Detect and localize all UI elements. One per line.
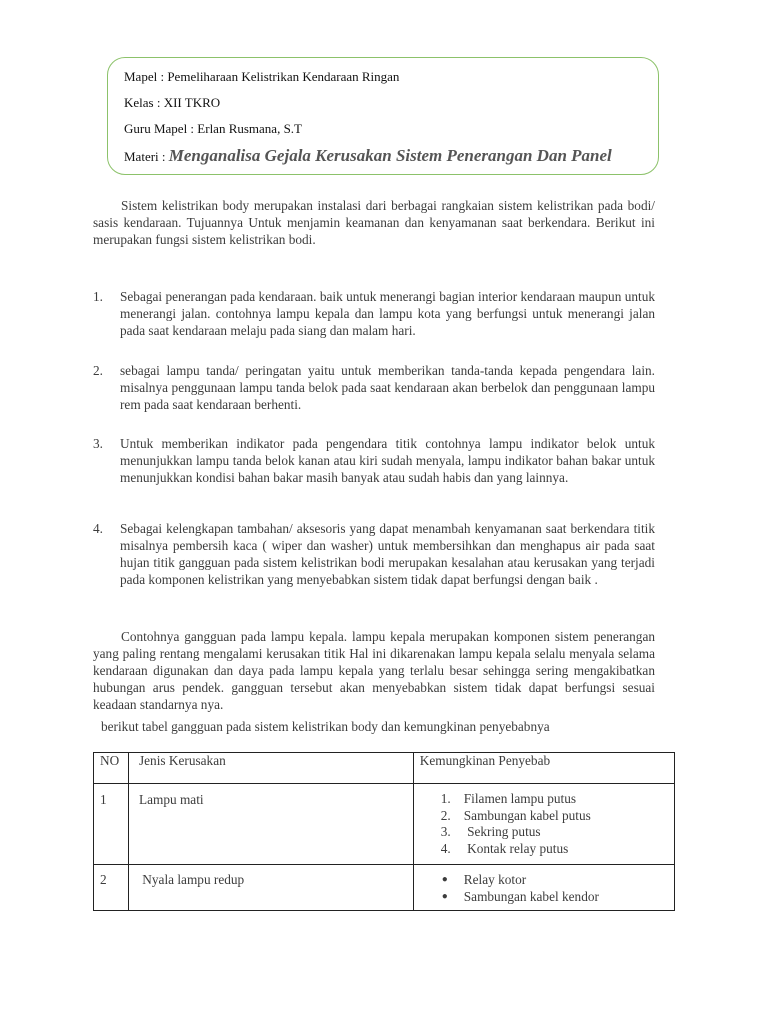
cause-item: 1. Filamen lampu putus (440, 791, 577, 806)
function-number: 2. (93, 363, 103, 378)
bullet-icon: ● (441, 891, 448, 902)
function-item-3 (93, 435, 655, 486)
mapel-line (124, 69, 399, 85)
kelas-value: XII TKRO (163, 95, 221, 110)
header-penyebab: Kemungkinan Penyebab (413, 753, 674, 784)
cause-item: ● Sambungan kabel kendor (441, 889, 599, 904)
cause-item: ● Relay kotor (441, 872, 527, 887)
cause-item: 2. Sambungan kabel putus (440, 807, 591, 823)
table-header-row (94, 753, 675, 784)
row-jenis: Nyala lampu redup (128, 865, 413, 911)
function-number: 4. (93, 521, 103, 536)
mapel-value: Pemeliharaan Kelistrikan Kendaraan Ringan (167, 69, 400, 84)
causes-list (414, 865, 674, 905)
intro-text: Sistem kelistrikan body merupakan instalasi dari berbagai rangkaian sistem kelistrikan pada bodi/ sasis kendaraan. Tujuannya Untuk menjamin keamanan dan kenyamanan saat berkendara. Berikut ini merupakan fungsi sistem kelistrikan bodi. (93, 198, 655, 247)
row-causes (413, 784, 674, 865)
function-text: Untuk memberikan indikator pada pengendara titik contohnya lampu indikator belok untuk menunjukkan lampu tanda belok kanan atau kiri sudah menyala, lampu indikator bahan bakar untuk menunjukkan kondisi bahan bakar masih banyak atau sudah habis dan yang lainnya. (120, 436, 655, 485)
row-no: 1 (94, 784, 129, 865)
function-text: Sebagai kelengkapan tambahan/ aksesoris yang dapat menambah kenyamanan saat berkendara titik misalnya pembersih kaca ( wiper dan washer) untuk membersihkan dan menghapus air pada saat hujan titik gangguan pada sistem kelistrikan bodi merupakan kesalahan atau kerusakan yang terjadi pada komponen kelistrikan yang menyebabkan sistem tidak dapat berfungsi dengan baik . (120, 521, 655, 587)
function-text: Sebagai penerangan pada kendaraan. baik untuk menerangi bagian interior kendaraan maupun untuk menerangi jalan. contohnya lampu kepala dan lampu kota yang berfungsi untuk menerangi jalan pada saat kendaraan melaju pada siang dan malam hari. (120, 289, 655, 338)
intro-paragraph (93, 197, 655, 248)
row-jenis: Lampu mati (128, 784, 413, 865)
guru-value: Erlan Rusmana, S.T (197, 121, 303, 136)
function-number: 1. (93, 289, 103, 304)
materi-title: Menganalisa Gejala Kerusakan Sistem Penerangan Dan Panel (168, 146, 612, 165)
header-no: NO (94, 753, 129, 784)
function-text: sebagai lampu tanda/ peringatan yaitu untuk memberikan tanda-tanda kepada pengendara lain. misalnya penggunaan lampu tanda belok pada saat kendaraan akan berbelok dan penggunaan lampu rem pada saat kendaraan berhenti. (120, 363, 655, 412)
table-row (94, 865, 675, 911)
header-jenis: Jenis Kerusakan (128, 753, 413, 784)
kelas-label: Kelas : (124, 95, 164, 110)
function-item-4 (93, 520, 655, 588)
bullet-icon: ● (441, 874, 448, 885)
fault-table (93, 752, 675, 911)
cause-item: 3. Sekring putus (440, 824, 541, 839)
example-text: Contohnya gangguan pada lampu kepala. lampu kepala merupakan komponen sistem penerangan yang paling rentang mengalami kerusakan titik Hal ini dikarenakan lampu kepala selalu menyala selama kendaraan digunakan dan daya pada lampu kepala yang terlalu besar sehingga sering mengakibatkan hubungan arus pendek. gangguan tersebut akan menyebabkan sistem tidak dapat berfungsi sesuai keadaan standarnya nya. (93, 629, 655, 712)
cause-item: 4. Kontak relay putus (440, 840, 569, 856)
materi-label: Materi : (124, 149, 169, 164)
function-item-2 (93, 362, 655, 413)
row-causes (413, 865, 674, 911)
materi-line (124, 146, 612, 166)
guru-line (124, 121, 302, 137)
causes-list (414, 784, 674, 857)
row-no: 2 (94, 865, 129, 911)
header-box (107, 57, 659, 175)
table-row (94, 784, 675, 865)
mapel-label: Mapel : (124, 69, 168, 84)
example-paragraph (93, 628, 655, 713)
guru-label: Guru Mapel : (124, 121, 198, 136)
kelas-line (124, 95, 220, 111)
function-item-1 (93, 288, 655, 339)
function-number: 3. (93, 436, 103, 451)
table-intro: berikut tabel gangguan pada sistem kelistrikan body dan kemungkinan penyebabnya (101, 719, 550, 734)
